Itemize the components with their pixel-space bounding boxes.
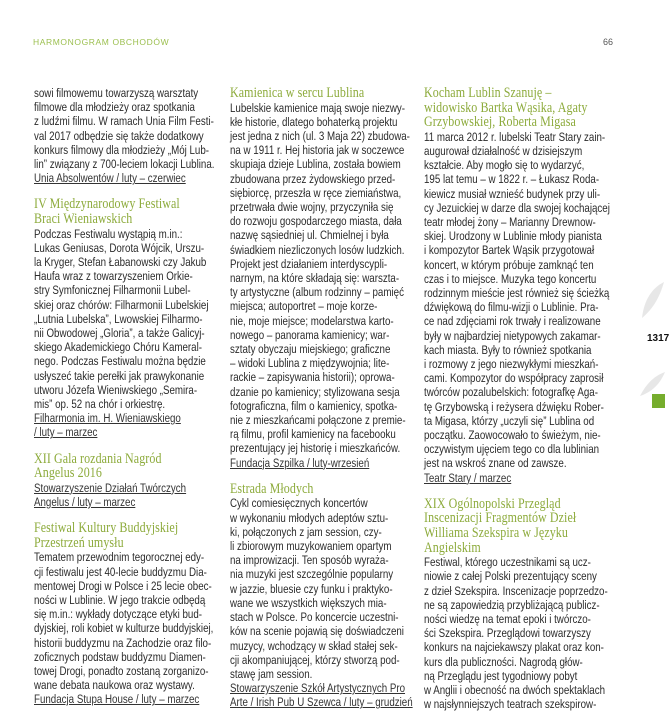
event-organizer-link[interactable]: Stowarzyszenie Szkół Artystycznych Pro Arte / Irish Pub U Szewca / luty – grudzień	[230, 681, 413, 710]
event-title: XIX Ogólnopolski Przegląd Inscenizacji Fragmentów Dzieł Williama Szekspira w Języku Angielskim	[424, 495, 577, 556]
event-description: sowi filmowemu towarzyszą warsztaty filmowe dla młodzieży oraz spotkania z ludźmi filmu. W ramach Unia Film Festi- val 2017 odbędzie się także dodatkowy konkurs filmowy dla młodzieży „Mój Lub- lin” związany z 700-leciem lokacji Lublina.	[34, 86, 215, 172]
event-entry	[34, 86, 223, 185]
event-description: Festiwal, którego uczestnikami są ucz- niowie z całej Polski prezentujący sceny z dzieł Szekspira. Inscenizacje poprzedzo- ne są zapowiedzią przybliżającą publicz- ności wiedzę na temat epoki i twórczo- ści Szekspira. Przeglądowi towarzyszy konkurs na najciekawszy plakat oraz kon- kurs dla publiczności. Nagrodą głów- ną Przeglądu jest tygodniowy pobyt w Anglii i obecność na dwóch spektaklach w najsłynniejszych teatrach szekspirow-	[424, 555, 608, 712]
event-description: Lubelskie kamienice mają swoje niezwy- kłe historie, dlatego bohaterką projektu jest jedna z nich (ul. 3 Maja 22) zbudowa- na w 1911 r. Hej historia jak w soczewce skupiaja dzieje Lublina, została bowiem zbudowana przez żydowskiego przed- siębiorcę, przeszła w ręce ziemiaństwa, przetrwała dwie wojny, przyczyniła się do rozwoju gospodarczego miasta, dała nazwę sąsiedniej ul. Chmielnej i była świadkiem niezliczonych losów ludzkich. Projekt jest działaniem interdyscypli- narnym, na które składają się: warszta- ty artystyczne (album rodzinny – pamięć miejsca; autoportret – moje korze- nie, moje miejsce; modelarstwa karto- nowego – panorama kamienicy; war- sztaty obyczaju miejskiego; graficzne – widoki Lublina z międzywojnia; lite- rackie – zapisywania historii); oprowa- dzanie po kamienicy; stylizowana sesja fotograficzna, film o kamienicy, spotka- nie z mieszkańcami połączone z premie- rą filmu, profil kamienicy na facebooku prezentujący jej historię i mieszkańców.	[230, 100, 410, 456]
event-entry	[34, 521, 223, 706]
event-organizer-link[interactable]: Teatr Stary / marzec	[424, 470, 512, 485]
column-3	[424, 86, 613, 723]
event-title: IV Międzynarodowy Festiwal Braci Wieniawskich	[34, 196, 180, 228]
event-organizer-link[interactable]: Fundacja Szpilka / luty-wrzesień	[230, 455, 370, 470]
event-description: Tematem przewodnim tegorocznej edy- cji festiwalu jest 40-lecie buddyzmu Dia- mentowej Drogi w Polsce i 25 lecie obec- ności w Lublinie. W jego trakcie odbędą się m.in.: wykłady dotyczące etyki bud- dyjskiej, roli kobiet w kulturze buddyjskiej, historii buddyzmu na Zachodzie oraz filo- zoficznych podstaw buddyzmu Diamen- towej Drogi, ponadto zostaną zorganizo- wane debata naukowa oraz wystawy.	[34, 550, 214, 693]
event-entry	[230, 482, 419, 710]
event-entry	[34, 452, 223, 510]
column-1	[34, 86, 223, 719]
column-2	[230, 86, 419, 722]
leaf-decoration-icon	[638, 280, 666, 320]
event-organizer-link[interactable]: Fundacja Stupa House / luty – marzec	[34, 692, 200, 707]
section-tab	[652, 394, 665, 408]
event-organizer-link[interactable]: Filharmonia im. H. Wieniawskiego / luty – marzec	[34, 411, 181, 440]
event-description: Podczas Festiwalu wystąpią m.in.: Lukas Geniusas, Dorota Wójcik, Urszu- la Kryger, Stefan Łabanowski czy Jakub Haufa wraz z towarzyszeniem Orkie- stry Symfonicznej Filharmonii Lubel- skiej oraz chórów: Filharmonii Lubelskiej „Lutnia Lubelska”, Lwowskiej Filharmo- nii Obwodowej „Gloria”, a także Galicyj- skiego Akademickiego Chóru Kameral- nego. Podczas Festiwalu można będzie usłyszeć takie perełki jak prawykonanie utworu Józefa Wieniwskiego „Semira- mis” op. 52 na chór i orkiestrę.	[34, 226, 209, 412]
page-number: 66	[603, 37, 614, 47]
event-organizer-link[interactable]: Unia Absolwentów / luty – czerwiec	[34, 171, 186, 186]
event-description: Cykl comiesięcznych koncertów w wykonaniu młodych adeptów sztu- ki, połączonych z jam session, czy- li zbiorowym muzykowaniem opartym na improwizacji. Ten sposób wyraża- nia muzyki jest szczególnie popularny w jazzie, bluesie czy funku i praktyko- wane we wszystkich większych mia- stach w Polsce. Po koncercie uczestni- ków na scenie pojawią się doświadczeni muzycy, wchodzący w skład stałej sek- cji akompaniującej, którzy stworzą pod- stawę jam session.	[230, 496, 404, 681]
event-title: Estrada Młodych	[230, 480, 314, 497]
event-entry	[34, 197, 223, 439]
event-entry	[230, 86, 419, 470]
event-description: 11 marca 2012 r. lubelski Teatr Stary zain- augurował działalność w dzisiejszym kształcie. Aby mogło się to wydarzyć, 195 lat temu – w 1822 r. – Łukasz Roda- kiewicz musiał wznieść budynek przy uli- cy Jezuickiej w darze dla swojej kochającej teatr młodej żony – Marianny Drewnow- skiej. Urodzony w Lublinie młody pianista i kompozytor Bartek Wąsik przygotował koncert, w którym próbuje zamknąć ten czas i to miejsce. Muzyka tego koncertu rodzinnym mieście jest również się ścieżką dźwiękową do filmu-wizji o Lublinie. Pra- ce nad zdjęciami rok trwały i realizowane były w najbardziej nietypowych zakamar- kach miasta. Były to również spotkania i rozmowy z jego niezwykłymi mieszkań- cami. Kompozytor do współpracy zaprosił twórców pozalubelskich: fotografkę Aga- tę Grzybowską i reżysera dźwięku Rober- ta Migasa, którzy „uczyli się” Lublina od początku. Zaowocowało to świeżym, nie- oczywistym ujęciem tego co dla lublinian jest na wskroś znane od zawsze.	[424, 129, 610, 471]
side-marker: 1317	[647, 333, 669, 344]
event-title: Kocham Lublin Szanuję – widowisko Bartka Wąsika, Agaty Grzybowskiej, Roberta Migasa	[424, 85, 588, 131]
running-header: HARMONOGRAM OBCHODÓW	[33, 37, 170, 47]
event-organizer-link[interactable]: Stowarzyszenie Działań Twórczych Angelus / luty – marzec	[34, 480, 187, 510]
event-title: Kamienica w sercu Lublina	[230, 85, 365, 101]
event-entry	[424, 86, 613, 485]
event-entry	[424, 497, 613, 712]
event-title: XII Gala rozdania Nagród Angelus 2016	[34, 450, 162, 482]
event-title: Festiwal Kultury Buddyjskiej Przestrzeń umysłu	[34, 520, 179, 551]
